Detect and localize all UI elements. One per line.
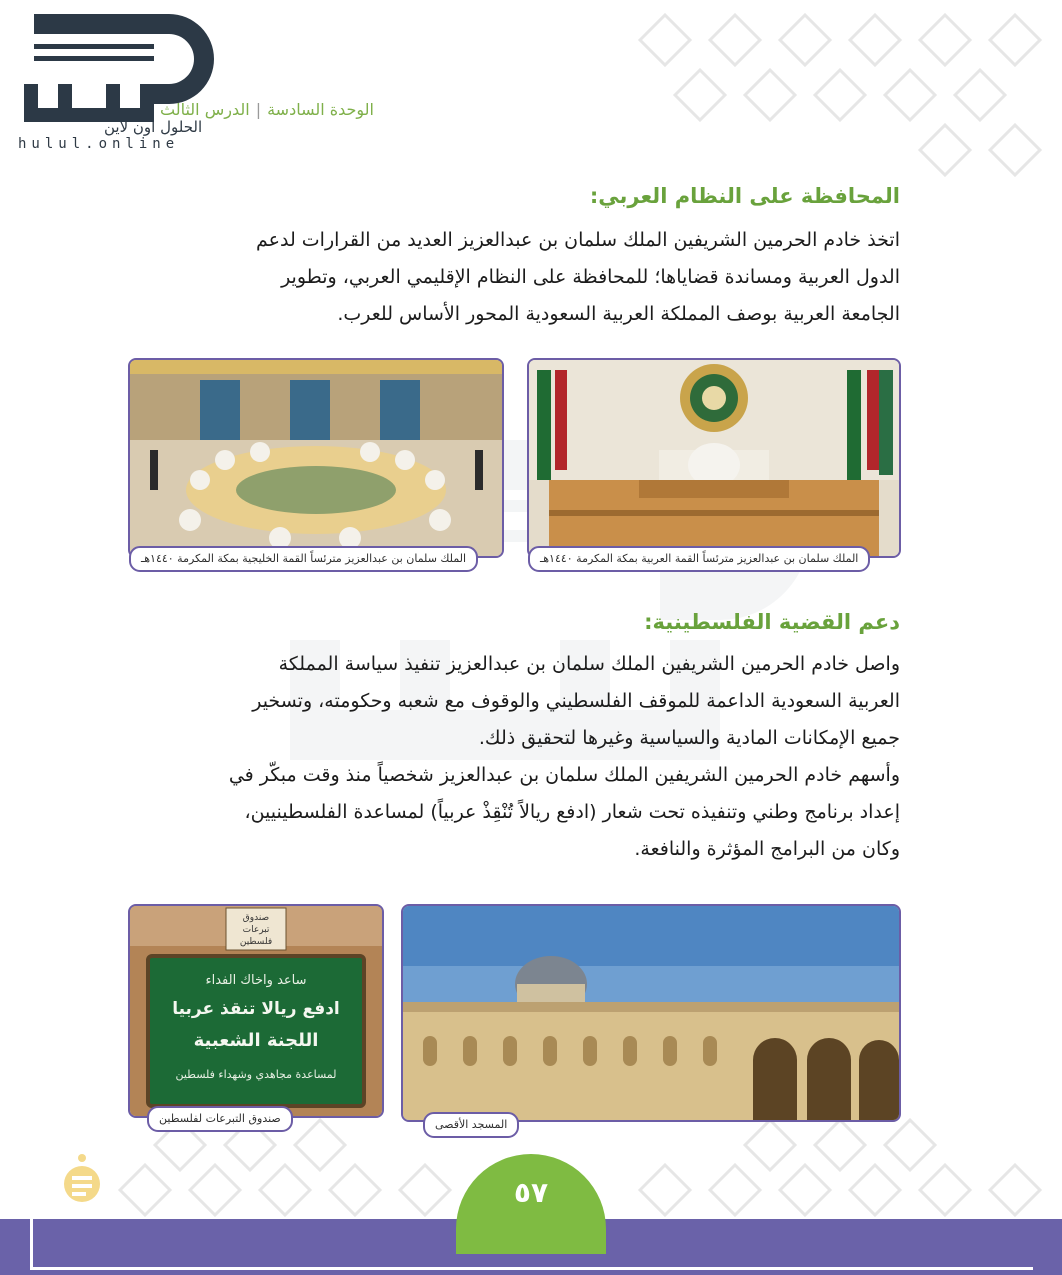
logo-subtitle: الحلول اون لاين (104, 118, 203, 136)
photo-donation-box (128, 904, 384, 1118)
section-title-palestine: دعم القضية الفلسطينية: (644, 610, 900, 634)
box-label-line: صندوق (242, 913, 270, 923)
section-body-arab-order (128, 222, 900, 333)
caption-gulf-summit: الملك سلمان بن عبدالعزيز مترئساً القمة الخليجية بمكة المكرمة ١٤٤٠هـ (129, 546, 478, 572)
photo-arab-summit (527, 358, 901, 558)
footer-border (30, 1219, 1033, 1270)
sign-line: اللجنة الشعبية (193, 1030, 319, 1051)
paragraph-line: الجامعة العربية بوصف المملكة العربية السعودية المحور الأساس للعرب. (337, 303, 900, 325)
hulul-small-logo (60, 1150, 104, 1210)
caption-donation-box: صندوق التبرعات لفلسطين (147, 1106, 293, 1132)
breadcrumb-separator: | (255, 100, 262, 119)
caption-arab-summit: الملك سلمان بن عبدالعزيز مترئساً القمة العربية بمكة المكرمة ١٤٤٠هـ (528, 546, 870, 572)
box-label-line: فلسطين (239, 937, 273, 947)
section-title-arab-order: المحافظة على النظام العربي: (589, 184, 900, 208)
paragraph-line: واصل خادم الحرمين الشريفين الملك سلمان بن عبدالعزيز تنفيذ سياسة المملكة (278, 653, 900, 675)
box-label-line: تبرعات (242, 925, 270, 935)
photo-al-aqsa (401, 904, 901, 1122)
section-body-palestine (128, 646, 900, 868)
sign-line: ساعد واخاك الفداء (205, 973, 307, 988)
caption-al-aqsa: المسجد الأقصى (423, 1112, 519, 1138)
photo-gulf-summit (128, 358, 504, 558)
page-number: ٥٧ (513, 1176, 549, 1209)
breadcrumb (160, 100, 374, 119)
paragraph-line: جميع الإمكانات المادية والسياسية وغيرها لتحقيق ذلك. (478, 727, 900, 749)
sign-line: لمساعدة مجاهدي وشهداء فلسطين (175, 1068, 337, 1081)
paragraph-line: العربية السعودية الداعمة للموقف الفلسطيني والوقوف مع شعبه وحكومته، وتسخير (252, 690, 900, 712)
breadcrumb-lesson: الدرس الثالث (160, 100, 250, 119)
logo-url: hulul.online (18, 136, 180, 152)
paragraph-line: وكان من البرامج المؤثرة والنافعة. (634, 838, 900, 860)
sign-line: ادفع ريالا تنقذ عربيا (172, 999, 340, 1019)
paragraph-line: الدول العربية ومساندة قضاياها؛ للمحافظة على النظام الإقليمي العربي، وتطوير (281, 266, 900, 288)
breadcrumb-unit: الوحدة السادسة (267, 100, 374, 119)
paragraph-line: إعداد برنامج وطني وتنفيذه تحت شعار (ادفع ريالاً تُنْقِذْ عربياً) لمساعدة الفلسطينيين، (244, 801, 900, 823)
paragraph-line: اتخذ خادم الحرمين الشريفين الملك سلمان بن عبدالعزيز العديد من القرارات لدعم (256, 229, 900, 251)
paragraph-line: وأسهم خادم الحرمين الشريفين الملك سلمان بن عبدالعزيز شخصياً منذ وقت مبكّر في (228, 764, 900, 786)
